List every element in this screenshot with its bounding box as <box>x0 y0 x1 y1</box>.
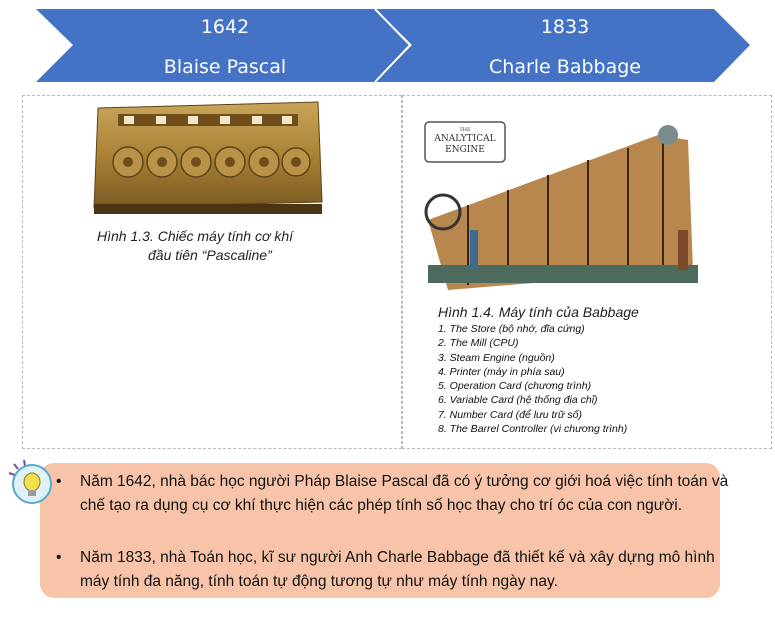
lightbulb-icon <box>6 458 54 508</box>
timeline-arrows <box>0 0 775 95</box>
engine-legend <box>438 322 627 436</box>
legend-item: 3. Steam Engine (nguồn) <box>438 351 555 364</box>
bullet-2-text: Năm 1833, nhà Toán học, kĩ sư người Anh Charle Babbage đã thiết kế và xây dựng mô hình máy tính đa năng, tính toán tự động tương tự như máy tính ngày nay. <box>80 549 715 590</box>
year-1833: 1833 <box>540 16 590 38</box>
bullet-dot-1: • <box>56 473 62 490</box>
sign-line2: ANALYTICAL <box>434 134 496 144</box>
figure-1-caption-line2: đầu tiên “Pascaline” <box>148 247 272 263</box>
year-1642: 1642 <box>200 16 250 38</box>
legend-item: 2. The Mill (CPU) <box>438 337 519 350</box>
legend-item: 5. Operation Card (chương trình) <box>438 380 592 393</box>
legend-item: 1. The Store (bộ nhớ, đĩa cứng) <box>438 323 585 335</box>
legend-item: 8. The Barrel Controller (vi chương trình) <box>438 423 628 436</box>
legend-item: 7. Number Card (để lưu trữ số) <box>438 408 583 421</box>
bullet-1-text: Năm 1642, nhà bác học người Pháp Blaise Pascal đã có ý tưởng cơ giới hoá việc tính toán và chế tạo ra dụng cụ cơ khí thực hiện các phép tính số học thay cho trí óc của con người. <box>80 473 729 514</box>
analytical-engine-image <box>408 100 728 300</box>
legend-item: 6. Variable Card (hệ thống địa chỉ) <box>438 394 598 407</box>
figure-2-caption: Hình 1.4. Máy tính của Babbage <box>438 304 639 320</box>
pascaline-image <box>90 100 325 218</box>
bullet-dot-2: • <box>56 549 62 566</box>
figure-1-caption-line1: Hình 1.3. Chiếc máy tính cơ khí <box>97 228 293 244</box>
name-babbage: Charle Babbage <box>489 56 641 78</box>
sign-line3: ENGINE <box>445 145 485 155</box>
name-pascal: Blaise Pascal <box>163 56 287 78</box>
legend-item: 4. Printer (máy in phía sau) <box>438 365 565 378</box>
sign-line1: THE <box>459 127 471 133</box>
